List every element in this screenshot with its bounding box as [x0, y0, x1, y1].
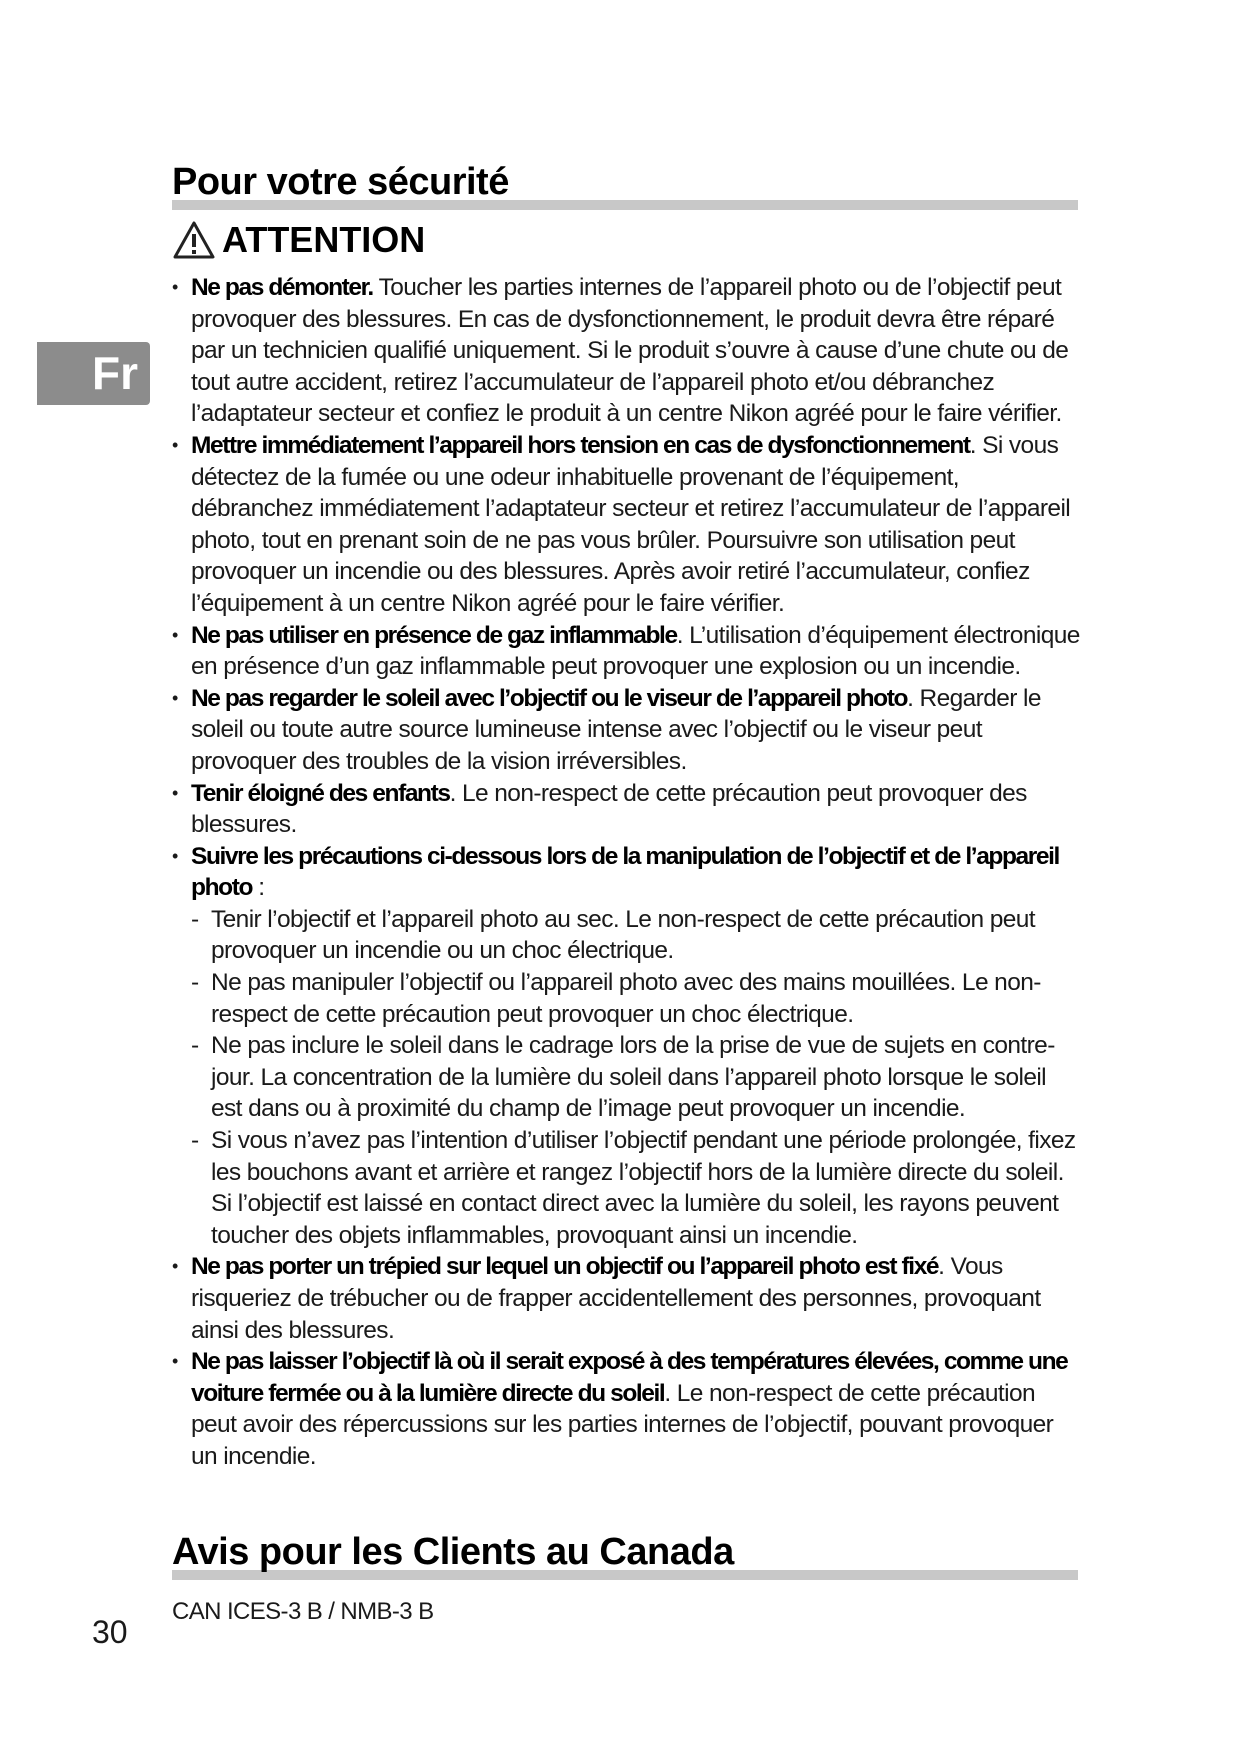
item-text: . Si vous détectez de la fumée ou une odeur inhabituelle provenant de l’équipement, débranchez immédiatement l’adaptateur secteur et retirez l’accumulateur de l’appareil photo, tout en prenant soin de ne pas vous brûler. Poursuivre son utilisation peut provoquer un incendie ou des blessures. Après avoir retiré l’accumulateur, confiez l’équipement à un centre Nikon agréé pour le faire vérifier. — [191, 431, 1071, 617]
list-item — [172, 683, 1082, 778]
item-heading: Suivre les précautions ci-dessous lors de la manipulation de l’objectif et de l’appareil photo — [191, 842, 1059, 902]
sub-item: - Ne pas manipuler l’objectif ou l’appareil photo avec des mains mouillées. Le non-respect de cette précaution peut provoquer un choc électrique. — [191, 967, 1082, 1030]
list-item — [172, 1346, 1082, 1472]
item-text: . Regarder le soleil ou toute autre source lumineuse intense avec l’objectif ou le viseur peut provoquer des troubles de la vision irréversibles. — [191, 684, 1041, 775]
item-heading: Mettre immédiatement l’appareil hors tension en cas de dysfonctionnement — [191, 431, 970, 459]
attention-heading — [172, 218, 425, 262]
sub-item: - Tenir l’objectif et l’appareil photo au sec. Le non-respect de cette précaution peut provoquer un incendie ou un choc électrique. — [191, 904, 1082, 967]
list-item — [172, 841, 1082, 1252]
warning-triangle-icon — [172, 220, 216, 260]
item-heading: Ne pas porter un trépied sur lequel un objectif ou l’appareil photo est fixé — [191, 1253, 939, 1281]
list-item — [172, 620, 1082, 683]
item-heading: Ne pas regarder le soleil avec l’objectif ou le viseur de l’appareil photo — [191, 684, 908, 712]
item-text: . Le non-respect de cette précaution peut provoquer des blessures. — [191, 779, 1027, 839]
attention-label: ATTENTION — [222, 219, 426, 260]
item-text: : — [252, 874, 265, 902]
list-item — [172, 1251, 1082, 1346]
item-text: Toucher les parties internes de l’appareil photo ou de l’objectif peut provoquer des blessures. En cas de dysfonctionnement, le produit devra être réparé par un technicien qualifié uniquement. Si le produit s’ouvre à cause d’une chute ou de tout autre accident, retirez l’accumulateur de l’appareil photo et/ou débranchez l’adaptateur secteur et confiez le produit à un centre Nikon agréé pour le faire vérifier. — [191, 274, 1069, 428]
item-heading: Tenir éloigné des enfants — [191, 779, 450, 807]
sub-item: - Ne pas inclure le soleil dans le cadrage lors de la prise de vue de sujets en contre-jour. La concentration de la lumière du soleil dans l’appareil photo lorsque le soleil est dans ou à proximité du champ de l’image peut provoquer un incendie. — [191, 1030, 1082, 1125]
item-text: . Le non-respect de cette précaution peut avoir des répercussions sur les parties internes de l’objectif, pouvant provoquer un incendie. — [191, 1379, 1054, 1470]
section-heading-safety — [172, 160, 1078, 210]
item-text: . Vous risqueriez de trébucher ou de frapper accidentellement des personnes, provoquant ainsi des blessures. — [191, 1253, 1041, 1344]
page-number: 30 — [92, 1614, 128, 1650]
item-heading: Ne pas utiliser en présence de gaz inflammable — [191, 621, 677, 649]
list-item — [172, 778, 1082, 841]
page-title: Pour votre sécurité — [172, 161, 509, 203]
section-heading-canada — [172, 1530, 1078, 1580]
canada-compliance-text: CAN ICES-3 B / NMB-3 B — [172, 1598, 434, 1625]
list-item — [172, 272, 1082, 430]
item-heading: Ne pas démonter. — [191, 274, 373, 301]
item-text: . L’utilisation d’équipement électronique en présence d’un gaz inflammable peut provoquer une explosion ou un incendie. — [191, 621, 1080, 681]
language-tab: Fr — [37, 342, 150, 405]
sub-item: - Si vous n’avez pas l’intention d’utiliser l’objectif pendant une période prolongée, fixez les bouchons avant et arrière et rangez l’objectif hors de la lumière directe du soleil. Si l’objectif est laissé en contact direct avec la lumière du soleil, les rayons peuvent toucher des objets inflammables, provoquant ainsi un incendie. — [191, 1125, 1082, 1251]
item-heading: Ne pas laisser l’objectif là où il serait exposé à des températures élevées, comme une voiture fermée ou à la lumière directe du soleil — [191, 1348, 1068, 1407]
list-item — [172, 430, 1082, 620]
canada-title: Avis pour les Clients au Canada — [172, 1531, 734, 1573]
safety-list — [172, 272, 1082, 1473]
